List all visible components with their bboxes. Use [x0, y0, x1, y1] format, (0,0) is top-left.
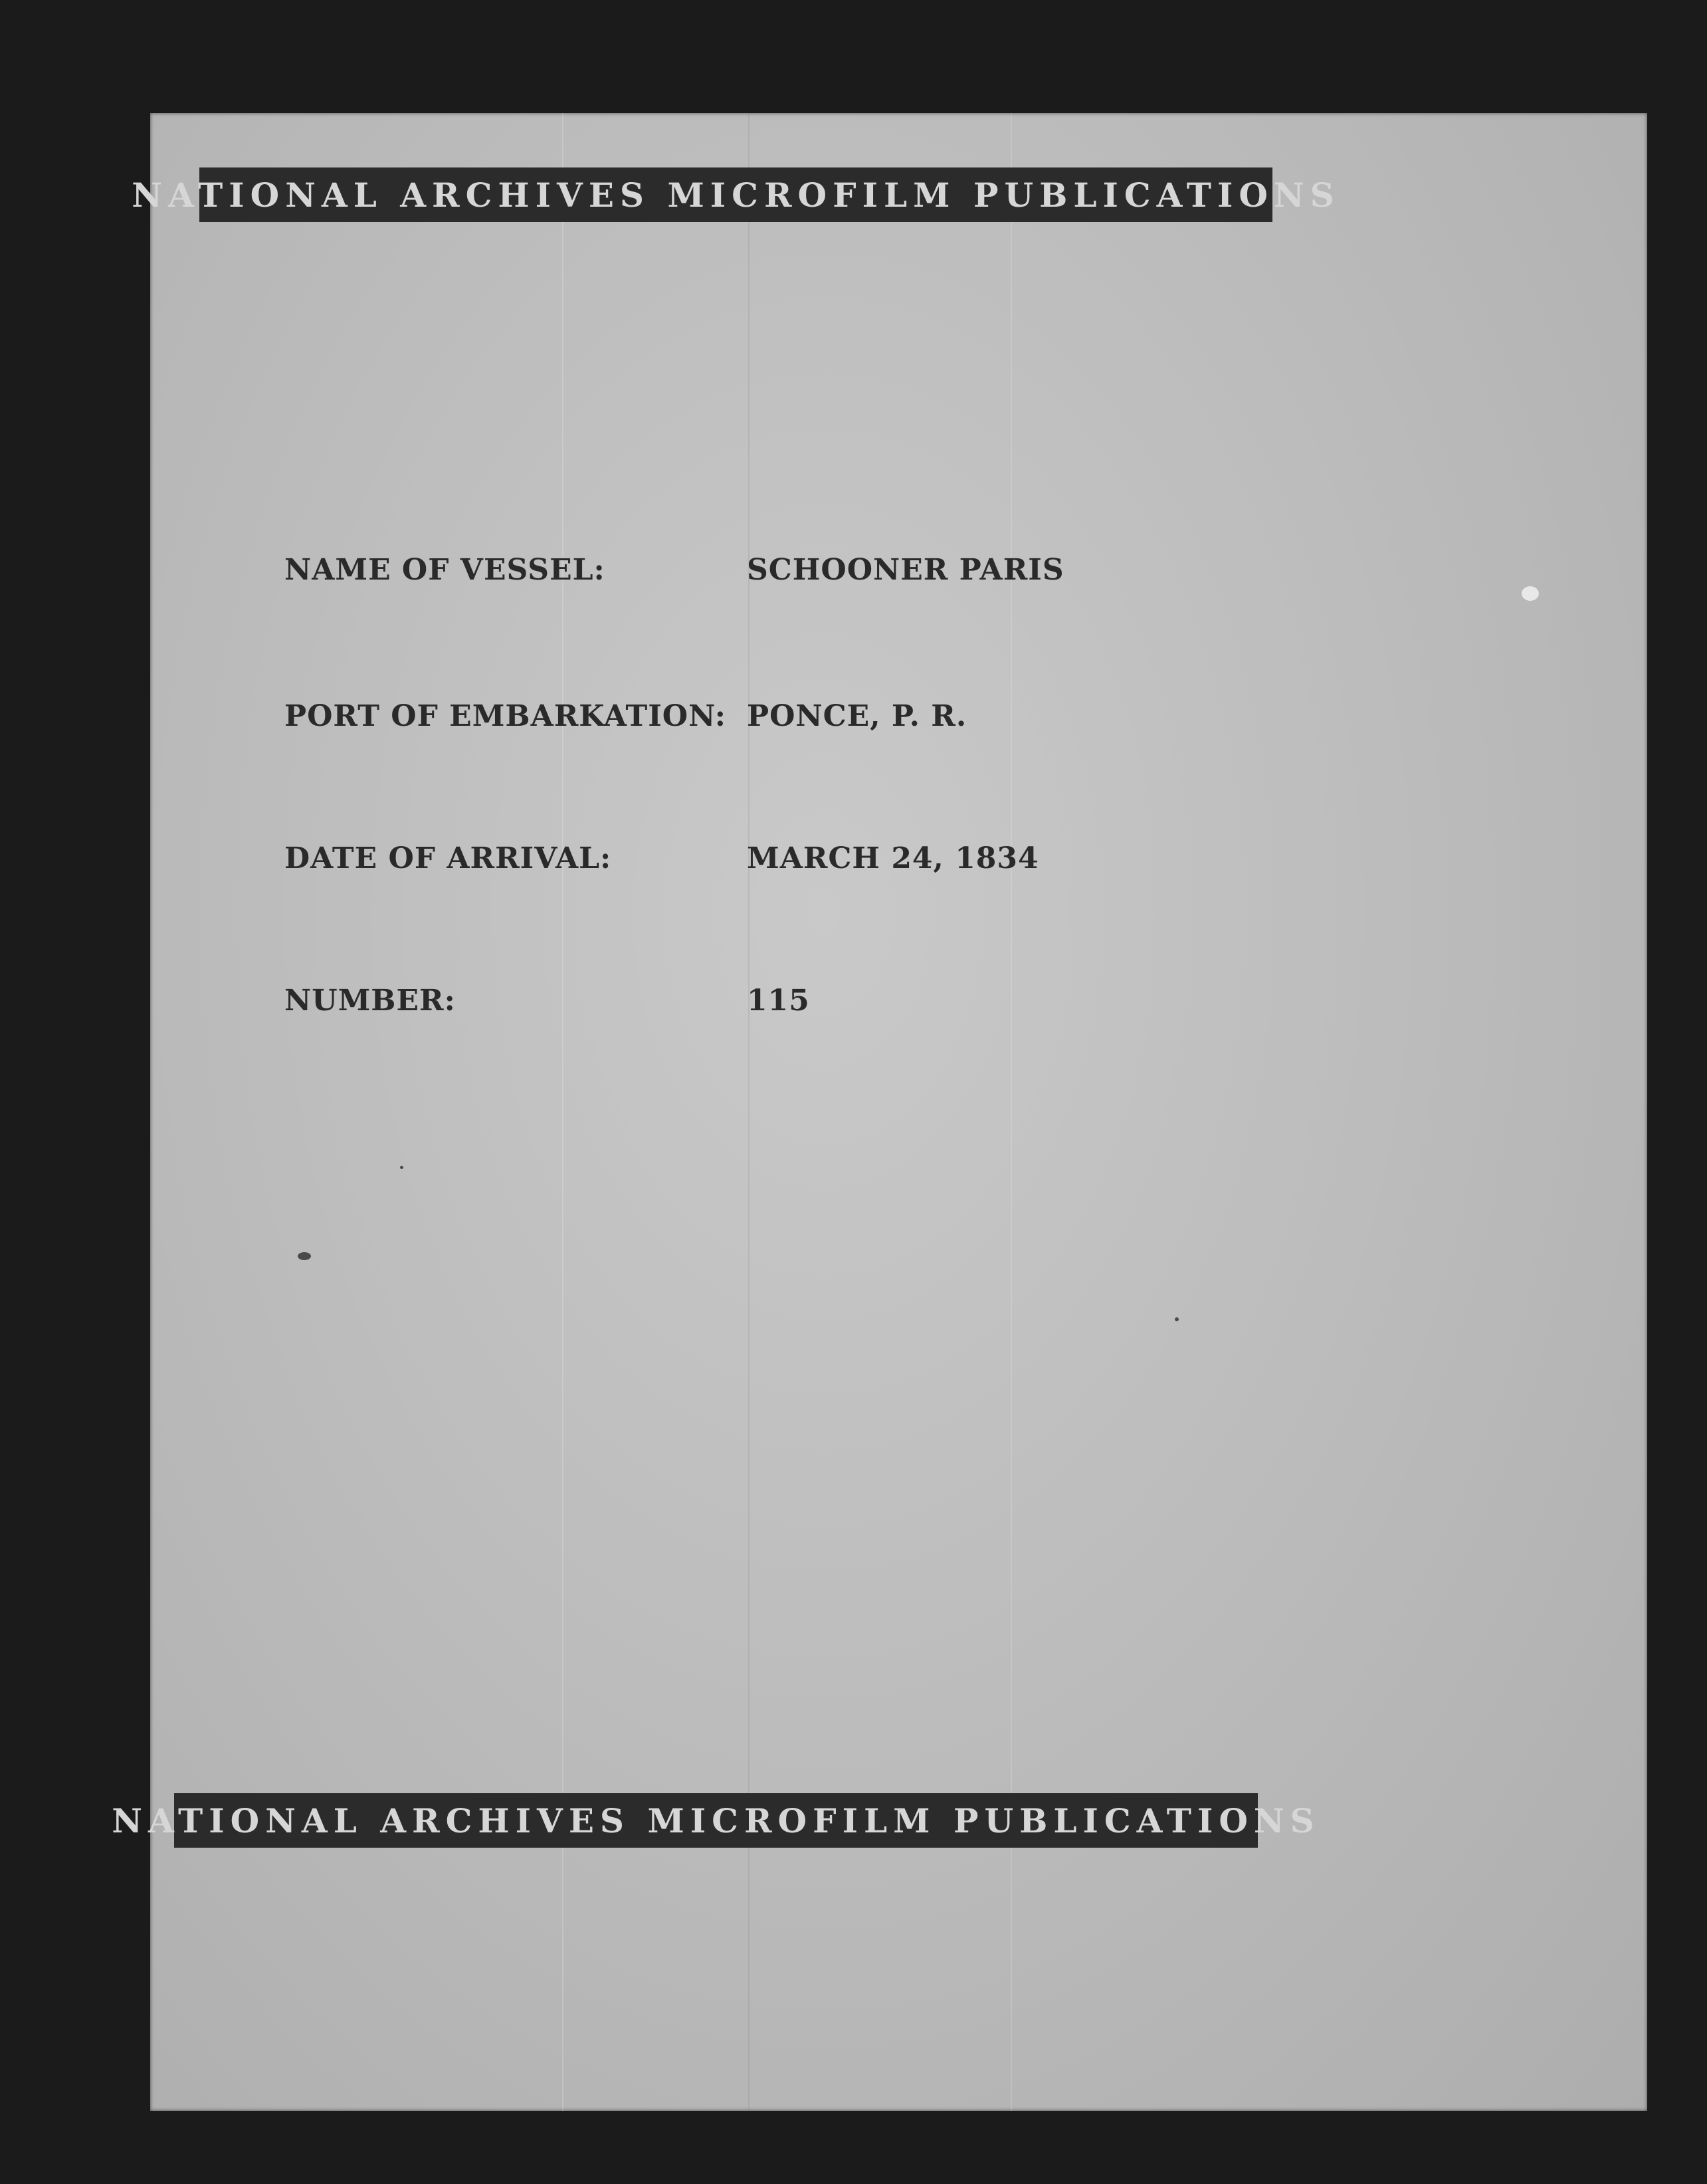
- number-value: 115: [747, 984, 810, 1018]
- field-row-port: [284, 699, 1281, 746]
- arrival-date-label: DATE OF ARRIVAL:: [284, 841, 612, 875]
- field-row-vessel: [284, 553, 1281, 600]
- film-speck: [1522, 586, 1539, 601]
- film-speck: [1175, 1317, 1179, 1321]
- footer-banner: NATIONAL ARCHIVES MICROFILM PUBLICATIONS: [174, 1793, 1258, 1848]
- arrival-date-value: MARCH 24, 1834: [747, 841, 1039, 875]
- port-value: PONCE, P. R.: [747, 699, 967, 733]
- header-banner: NATIONAL ARCHIVES MICROFILM PUBLICATIONS: [199, 167, 1272, 222]
- field-row-number: [284, 984, 1281, 1030]
- vessel-value: SCHOONER PARIS: [747, 553, 1064, 587]
- film-speck: [298, 1252, 311, 1260]
- field-row-arrival-date: [284, 841, 1281, 888]
- vessel-label: NAME OF VESSEL:: [284, 553, 605, 587]
- number-label: NUMBER:: [284, 984, 456, 1018]
- film-speck: [400, 1166, 403, 1169]
- port-label: PORT OF EMBARKATION:: [284, 699, 727, 733]
